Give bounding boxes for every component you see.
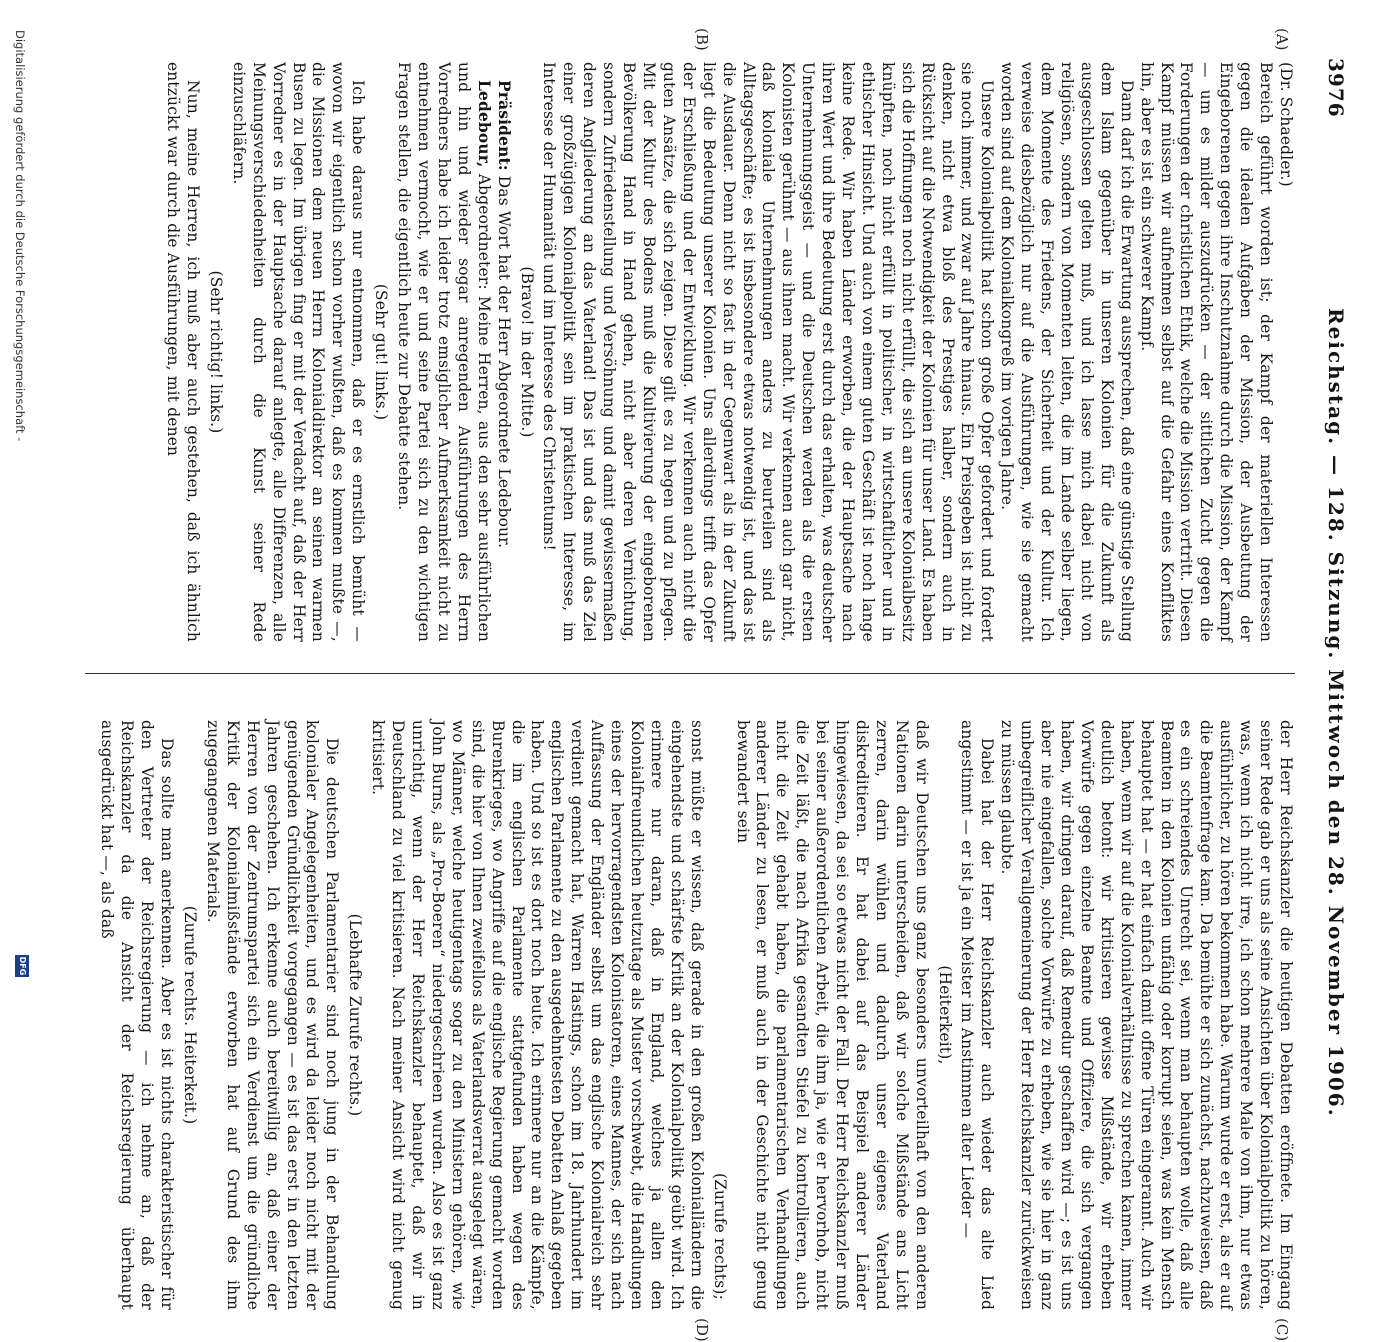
paragraph: Bereich geführt worden ist; der Kampf der materiellen Interessen gegen die idealen Aufgaben der Mission, der Ausbeutung der Eingeborenen gegen ihre Inschutznahme durch die Mission, der Kampf — um es milder auszudrücken — der sittlichen Zucht gegen die Forderungen der christlichen Ethik, welche die Mission vertritt. Diesen Kampf müssen wir aufnehmen selbst auf die Gefahr eines Konfliktes hin, aber es ist ein schwerer Kampf. <box>1137 62 1276 642</box>
statement-text: Das Wort hat der Herr Abgeordnete Ledebour. <box>494 175 513 549</box>
interjection: (Bravo! in der Mitte.) <box>517 266 536 438</box>
interjection: (Heiterkeit), <box>935 965 954 1065</box>
paragraph: Das sollte man anerkennen. Aber es ist nichts charakteristischer für den Vertreter der Reichsregierung — ich nehme an, daß der Reichskanzler da die Ansicht der Reichsregierung überhaupt ausgedrückt hat —, als daß <box>98 720 177 1310</box>
page-header <box>1306 58 1348 1258</box>
page-number: 3976 <box>1324 58 1348 118</box>
paragraph: Ich habe daraus nur entnommen, daß er es ernstlich bemüht — wovon wir eigentlich schon vorher wußten, daß es kommen mußte —, die Missionen dem neuen Herrn Kolonialdirektor an seinen warmen Busen zu legen. Im übrigen fing er mit der Verdacht auf, daß der Herr Vorredner es in der Hauptsache darauf anlegte, alle Differenzen, alle Meinungsverschiedenheiten durch die Kunst seiner Rede einzuschläfern. <box>229 62 368 642</box>
interjection: (Lebhafte Zurufe rechts.) <box>346 913 365 1117</box>
margin-marker-c: (C) <box>1273 1318 1291 1342</box>
running-title: Reichstag. — 128. Sitzung. Mittwoch den 28. November 1906. <box>1324 308 1348 1118</box>
margin-marker-a: (A) <box>1273 28 1291 51</box>
interjection: (Sehr richtig! links.) <box>206 270 225 434</box>
speaker-label: Ledebour, <box>474 80 493 168</box>
statement-text: Abgeordneter: Meine Herren, aus den sehr ausführlichen und hin und wieder sogar anregenden Ausführungen des Herrn Vorredners habe ich leider trotz emsiglicher Aufmerksamkeit nicht zu entnehmen vermocht, wie er und seine Partei sich zu den wichtigen Fragen stellen, die eigentlich heute zur Debatte stehen. <box>395 62 493 642</box>
paragraph: Unsere Kolonialpolitik hat schon große Opfer gefordert und fordert sie noch immer, und zwar auf Jahre hinaus. Ein Preisgeben ist nicht zu denken, nicht etwa bloß des Prestiges halber, sondern auch in Rücksicht auf die Notwendigkeit der Kolonien für unser Land. Es haben sich die Hoffnungen noch nicht erfüllt, die sich an unsere Kolonialbesitz knüpften, noch nicht erfüllt in politischer, in wirtschaftlicher und in ethischer Hinsicht. Und auch von einem guten Geschäft ist noch lange keine Rede. Wir haben Länder erworben, die der Hauptsache nach ihren Wert und ihre Bedeutung erst durch das erhalten, was deutscher Unternehmungsgeist — und die Deutschen werden als die ersten Kolonisten gerühmt — aus ihnen macht. Wir verkennen auch gar nicht, daß koloniale Unternehmungen anders zu beurteilen sind als Alltagsgeschäfte; es ist insbesondere etwas notwendig ist, und das ist die Ausdauer. Denn nicht so fast in der Gegenwart als in der Zukunft liegt die Bedeutung unserer Kolonien. Uns allerdings trifft das Opfer der Erschließung und der Entwicklung. Wir verkennen auch nicht die guten Ansätze, die sich zeigen. Diese gilt es zu hegen und zu pflegen. Mit der Kultur des Bodens muß die Kultivierung der eingeborenen Bevölkerung Hand in Hand gehen, nicht aber deren Vernichtung, sondern Zufriedenstellung und Versöhnung und damit gewissermaßen deren Angliederung an das Vaterland! Das ist und das muß das Ziel einer großzügigen Kolonialpolitik sein im praktischen Interesse, im Interesse der Humanität und im Interesse des Christentums! <box>540 62 997 642</box>
paragraph: der Herr Reichskanzler die heutigen Debatten eröffnete. Im Eingang seiner Rede gab er uns als seine Ansichten über Kolonialpolitik zu hören, was, wenn ich nicht irre, ich schon mehrere Male von ihm, nur etwas ausführlicher, zu hören bekommen habe. Warum wurde er erst, als er auf die Beamtenfrage kam. Da bemühte er sich zunächst, nachzuweisen, daß es ein schreiendes Unrecht sei, wenn man behaupten wolle, daß alle Beamten in den Kolonien unfähig oder korrupt seien, was kein Mensch behauptet hat — er hat einfach damit offene Türen eingerannt. Auch wir haben, wenn wir auf die Kolonialverhältnisse zu sprechen kamen, immer deutlich betont: wir kritisieren gewisse Mißstände, wir erheben Vorwürfe gegen einzelne Beamte und Offiziere, die sich vergangen haben, wir dringen darauf, daß Remedur geschaffen wird —; es ist uns aber nie eingefallen, solche Vorwürfe zu erheben, wie sie hier in ganz unbegreiflicher Verallgemeinerung der Herr Reichskanzler zurückweisen zu müssen glaubte. <box>998 720 1295 1310</box>
interjection: (Zurufe rechts); <box>710 1172 729 1300</box>
interjection: (Zurufe rechts. Heiterkeit.) <box>181 905 200 1125</box>
paragraph: daß wir Deutschen uns ganz besonders unvorteilhaft von den anderen Nationen darin unterscheiden, daß wir solche Mißstände ans Licht zerren, darin wühlen und dadurch unser eigenes Vaterland diskreditieren. Er hat dabei auf das Beispiel anderer Länder hingewiesen, da sei so etwas nicht der Fall. Der Herr Reichskanzler muß bei seiner außerordentlichen Arbeit, die ihm ja, wie er hervorhob, nicht die Zeit läßt, die nach Afrika gesandten Stiefel zu kontrollieren, auch nicht die Zeit gehabt haben, die parlamentarischen Verhandlungen anderer Länder zu lesen, er muß auch in der Geschichte nicht genug bewandert sein <box>733 720 931 1310</box>
speaker-note: (Dr. Schaedler.) <box>1277 62 1295 187</box>
funding-note: Digitalisierung gefördert durch die Deutsche Forschungsgemeinschaft - <box>13 30 27 442</box>
digitization-footer <box>7 0 33 1000</box>
president-statement <box>493 62 513 642</box>
paragraph: Dabei hat der Herr Reichskanzler auch wieder das alte Lied angestimmt — er ist ja ein Meister im Anstimmen alter Lieder — <box>958 720 997 1310</box>
right-column <box>97 720 1295 1310</box>
left-column <box>162 62 1295 642</box>
speaker-label: Präsident: <box>494 80 513 171</box>
margin-marker-b: (B) <box>693 28 711 51</box>
paragraph: sonst müßte er wissen, daß gerade in den großen Kolonialländern die eingehendste und schärfste Kritik an der Kolonialpolitik geübt wird. Ich erinnere nur daran, daß in England, welches ja allen den Kolonialfreundlichen heutzutage als Muster vorschwebt, die Handlungen eines der hervorragendsten Kolonisatoren, eines Mannes, der sich nach Auffassung der Engländer selbst um das englische Kolonialreich sehr verdient gemacht hat, Warren Hastings, schon im 18. Jahrhundert im englischen Parlamente zu den ausgedehntesten Debatten Anlaß gegeben haben. Und so ist es dort noch heute. Ich erinnere nur an die Kämpfe, die im englischen Parlamente stattgefunden haben wegen des Burenkrieges, wo Angriffe auf die englische Regierung gemacht worden sind, die hier von Ihnen zweifellos als Vaterlandsverrat ausgelegt wären, wo Männer, welche heutigentags sogar zu den Ministern gehören, wie John Burns, als „Pro-Boeren“ niedergeschrieen wurden. Also es ist ganz unrichtig, wenn der Herr Reichskanzler behauptet, daß wir in Deutschland zu viel kritisieren. Nach meiner Ansicht wird nicht genug kritisiert. <box>369 720 706 1310</box>
paragraph: Dann darf ich die Erwartung aussprechen, daß eine günstige Stellung dem Islam gegenüber in unseren Kolonien für die Zukunft als ausgeschlossen gelten muß, und ich lasse mich dabei nicht von religiösen, sondern von Momenten leiten, die im Lande selber liegen, dem Momente des Friedens, der Sicherheit und der Kultur. Ich verweise diesbezüglich nur auf die Ausführungen, wie sie gemacht worden sind auf dem Kolonialkongreß im vorigen Jahre. <box>998 62 1136 642</box>
dfg-logo: DFG <box>15 955 29 977</box>
column-divider <box>85 673 1295 674</box>
interjection: (Sehr gut! links.) <box>372 283 391 421</box>
paragraph: Nun, meine Herren, ich muß aber auch gestehen, daß ich ähnlich entzückt war durch die Ausführungen, mit denen <box>164 62 203 642</box>
speaker-statement <box>393 62 493 642</box>
paragraph: Die deutschen Parlamentarier sind noch jung in der Behandlung kolonialer Angelegenheiten, und es wird da leider noch nicht mit der genügenden Gründlichkeit vorgegangen — es ist das erst in den letzten Jahren geschehen. Ich erkenne auch bereitwillig an, daß einer der Herren von der Zentrumspartei sich ein Verdienst um die gründliche Kritik der Kolonialmißstände erworben hat auf Grund des ihm zugegangenen Materials. <box>203 720 342 1310</box>
margin-marker-d: (D) <box>693 1318 711 1342</box>
